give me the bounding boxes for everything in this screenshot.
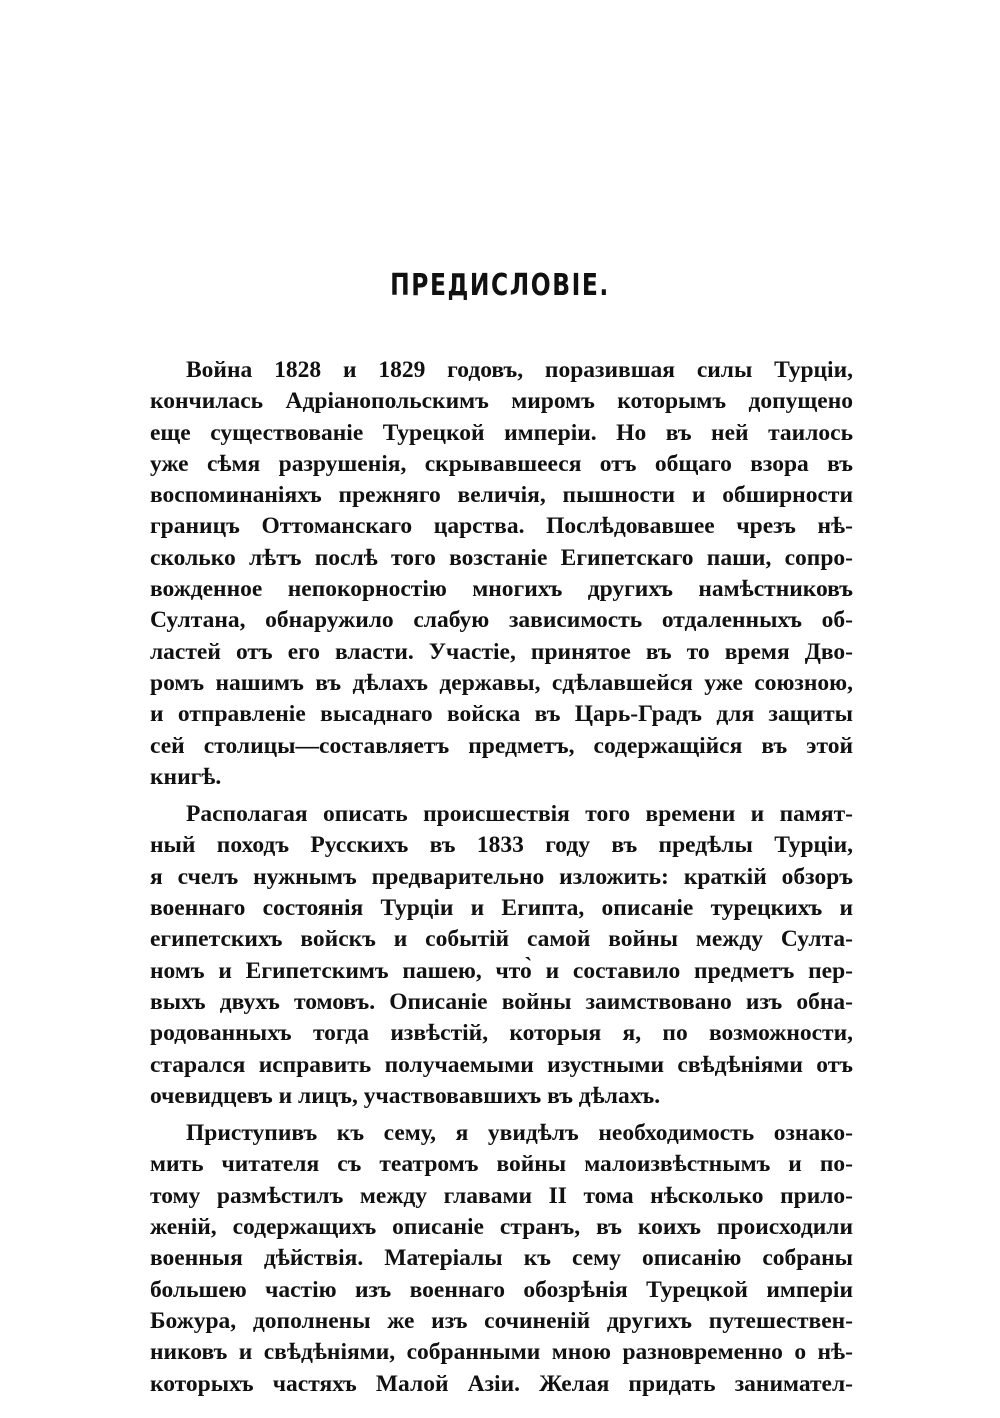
text-line: Султана, обнаружило слабую зависимость отдаленныхъ об- xyxy=(150,607,853,634)
text-line: большею частію изъ военнаго обозрѣнія Турецкой имперіи xyxy=(150,1276,853,1303)
text-line: тому размѣстилъ между главами II тома нѣсколько прило- xyxy=(150,1182,853,1209)
text-line: воспоминаніяхъ прежняго величія, пышности и обширности xyxy=(150,482,853,509)
body-text xyxy=(150,355,853,1406)
text-line: уже сѣмя разрушенія, скрывавшееся отъ общаго взора въ xyxy=(150,450,853,477)
text-line: вожденное непокорностію многихъ другихъ намѣстниковъ xyxy=(150,576,853,603)
text-line: мить читателя съ театромъ войны малоизвѣстнымъ и по- xyxy=(150,1151,853,1178)
text-line: ный походъ Русскихъ въ 1833 году въ предѣлы Турціи, xyxy=(150,832,853,859)
text-line: ромъ нашимъ въ дѣлахъ державы, сдѣлавшейся уже союзною, xyxy=(150,669,853,696)
text-line: еще существованіе Турецкой имперіи. Но въ ней таилось xyxy=(150,419,853,446)
text-line: которыхъ частяхъ Малой Азіи. Желая придать занимател- xyxy=(150,1370,853,1397)
text-line: ластей отъ его власти. Участіе, принятое въ то время Дво- xyxy=(150,638,853,665)
text-line: сколько лѣтъ послѣ того возстаніе Египетскаго паши, сопро- xyxy=(150,544,853,571)
paragraph xyxy=(150,355,853,793)
text-line: очевидцевъ и лицъ, участвовавшихъ въ дѣлахъ. xyxy=(150,1082,661,1109)
paragraphs xyxy=(150,355,853,1400)
text-line: родованныхъ тогда извѣстій, которыя я, по возможности, xyxy=(150,1020,853,1047)
text-line: египетскихъ войскъ и событій самой войны между Султа- xyxy=(150,926,853,953)
text-line: никовъ и свѣдѣніями, собранными мною разновременно о нѣ- xyxy=(150,1339,853,1366)
text-line: женій, содержащихъ описаніе странъ, въ коихъ происходили xyxy=(150,1214,853,1241)
text-line: Располагая описать происшествія того времени и памят- xyxy=(186,801,853,828)
text-line: кончилась Адріанопольскимъ миромъ которымъ допущено xyxy=(150,388,853,415)
page-title: ПРЕДИСЛОВІЕ. xyxy=(390,268,610,303)
text-line: сей столицы—составляетъ предметъ, содержащійся въ этой xyxy=(150,732,853,759)
text-line: выхъ двухъ томовъ. Описаніе войны заимствовано изъ обна- xyxy=(150,988,853,1015)
text-line: Война 1828 и 1829 годовъ, поразившая силы Турціи, xyxy=(186,357,853,383)
text-line: военныя дѣйствія. Матеріалы къ сему описанію собраны xyxy=(150,1245,853,1272)
text-line: я счелъ нужнымъ предварительно изложить: краткій обзоръ xyxy=(150,863,853,890)
text-line: номъ и Египетскимъ пашею, что̀ и составило предметъ пер- xyxy=(150,957,853,984)
text-line: Приступивъ къ сему, я увидѣлъ необходимость ознако- xyxy=(186,1120,853,1147)
text-line: книгѣ. xyxy=(150,763,222,790)
text-line: границъ Оттоманскаго царства. Послѣдовавшее чрезъ нѣ- xyxy=(150,513,853,540)
text-line: старался исправить получаемыми изустными свѣдѣніями отъ xyxy=(150,1051,853,1078)
text-line: и отправленіе высаднаго войска въ Царь-Градъ для защиты xyxy=(150,701,853,728)
text-line: военнаго состоянія Турціи и Египта, описаніе турецкихъ и xyxy=(150,895,853,922)
paragraph xyxy=(150,1118,853,1400)
paragraph xyxy=(150,799,853,1112)
text-line: Божура, дополнены же изъ сочиненій другихъ путешествен- xyxy=(150,1307,853,1334)
